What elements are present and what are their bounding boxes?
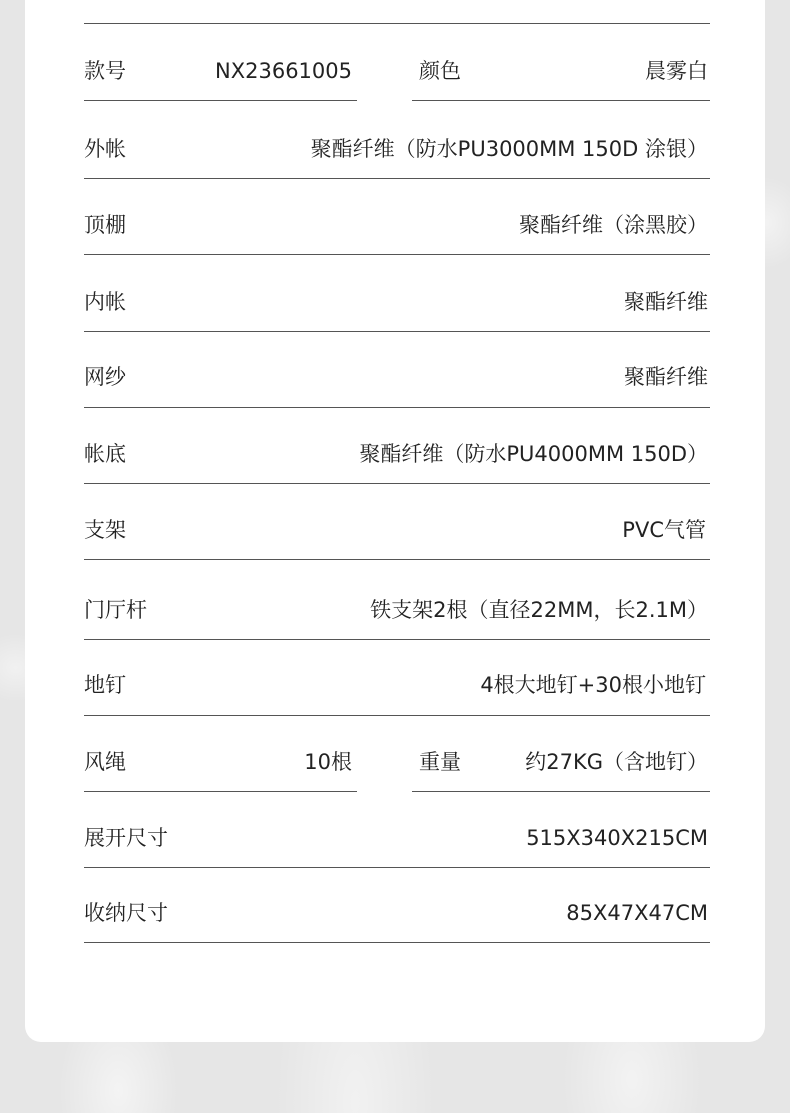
spec-value-model: NX23661005 — [215, 59, 352, 83]
spec-cell-floor — [84, 441, 710, 484]
spec-row-unfolded-size — [84, 825, 710, 868]
spec-row-outer-tent — [84, 136, 710, 179]
spec-value-outer-tent: 聚酯纤维（防水PU3000MM 150D 涂银） — [310, 137, 708, 161]
spec-label-canopy: 顶棚 — [84, 213, 126, 237]
spec-label-color: 颜色 — [419, 59, 461, 83]
spec-row-stakes — [84, 672, 710, 716]
spec-row-ropes-weight — [84, 749, 710, 792]
spec-cell-door-pole — [84, 597, 710, 640]
spec-row-canopy — [84, 212, 710, 255]
spec-cell-mesh — [84, 364, 710, 408]
spec-cell-inner-tent — [84, 289, 710, 332]
spec-row-frame — [84, 517, 710, 560]
spec-value-frame: PVC气管 — [622, 518, 706, 542]
spec-label-floor: 帐底 — [84, 442, 126, 466]
spec-value-canopy: 聚酯纤维（涂黑胶） — [519, 213, 708, 237]
spec-label-model: 款号 — [84, 59, 126, 83]
spec-label-mesh: 网纱 — [84, 365, 126, 389]
spec-cell-guy-ropes — [84, 749, 357, 792]
spec-value-mesh: 聚酯纤维 — [624, 365, 708, 389]
spec-cell-frame — [84, 517, 710, 560]
spec-cell-model — [84, 58, 357, 101]
spec-label-outer-tent: 外帐 — [84, 137, 126, 161]
spec-label-stakes: 地钉 — [84, 673, 126, 697]
spec-cell-outer-tent — [84, 136, 710, 179]
spec-row-door-pole — [84, 597, 710, 640]
spec-label-packed-size: 收纳尺寸 — [84, 901, 168, 925]
spec-cell-packed-size — [84, 900, 710, 943]
spec-value-color: 晨雾白 — [645, 59, 708, 83]
spec-label-guy-ropes: 风绳 — [84, 750, 126, 774]
divider-top — [84, 23, 710, 24]
spec-value-stakes: 4根大地钉+30根小地钉 — [480, 673, 706, 697]
spec-value-door-pole: 铁支架2根（直径22MM，长2.1M） — [370, 598, 708, 622]
spec-cell-color — [412, 58, 710, 101]
spec-label-door-pole: 门厅杆 — [84, 598, 147, 622]
spec-label-weight: 重量 — [419, 750, 461, 774]
spec-row-packed-size — [84, 900, 710, 943]
spec-row-model-color — [84, 58, 710, 101]
spec-label-unfolded-size: 展开尺寸 — [84, 826, 168, 850]
spec-cell-canopy — [84, 212, 710, 255]
spec-label-inner-tent: 内帐 — [84, 290, 126, 314]
spec-cell-weight — [412, 749, 710, 792]
spec-label-frame: 支架 — [84, 518, 126, 542]
spec-row-inner-tent — [84, 289, 710, 332]
spec-row-mesh — [84, 364, 710, 408]
spec-value-weight: 约27KG（含地钉） — [525, 750, 708, 774]
spec-value-unfolded-size: 515X340X215CM — [526, 826, 708, 850]
spec-value-inner-tent: 聚酯纤维 — [624, 290, 708, 314]
spec-cell-stakes — [84, 672, 710, 716]
spec-value-packed-size: 85X47X47CM — [566, 901, 708, 925]
spec-value-floor: 聚酯纤维（防水PU4000MM 150D） — [359, 442, 708, 466]
spec-cell-unfolded-size — [84, 825, 710, 868]
spec-value-guy-ropes: 10根 — [304, 750, 352, 774]
spec-row-floor — [84, 441, 710, 484]
